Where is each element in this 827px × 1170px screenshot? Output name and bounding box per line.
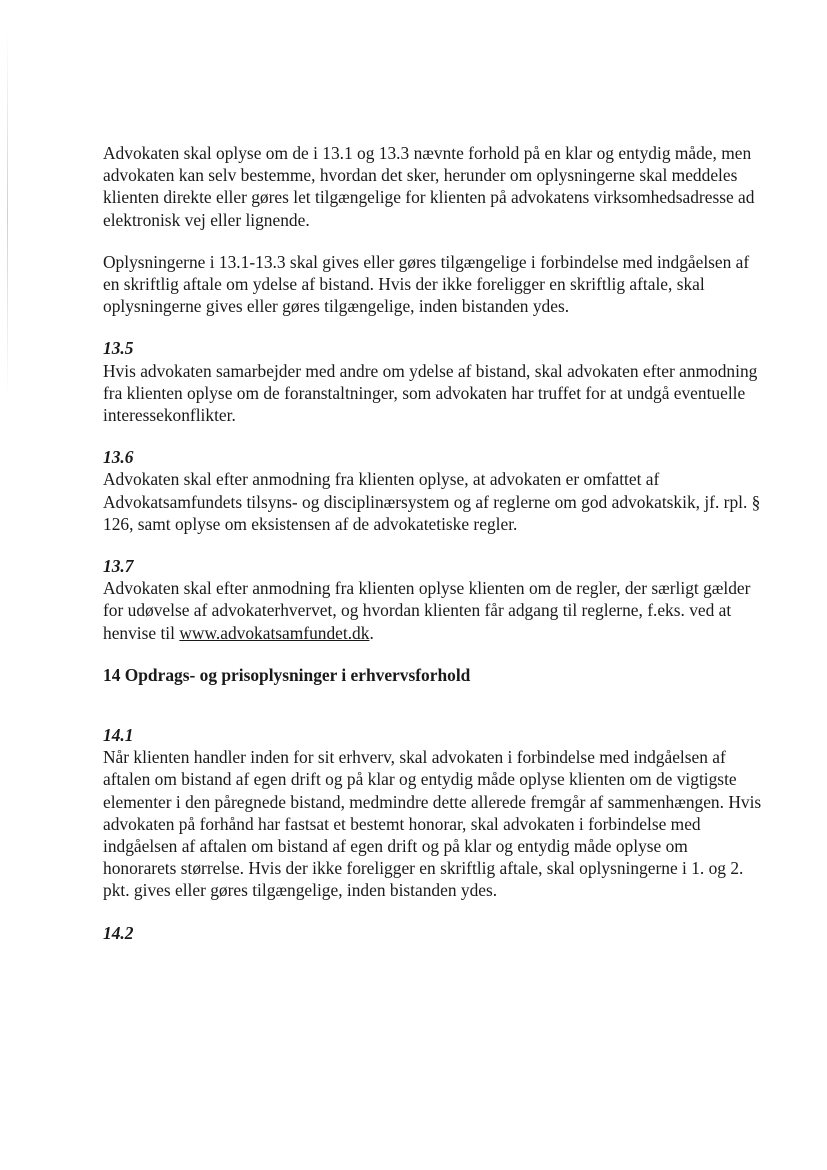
advokatsamfundet-link[interactable]: www.advokatsamfundet.dk	[179, 622, 370, 643]
intro-paragraph-2: Oplysningerne i 13.1-13.3 skal gives eller gøres tilgængelige i forbindelse med indgåelsen af en skriftlig aftale om ydelse af bistand. Hvis der ikke foreligger en skriftlig aftale, skal oplysningerne gives eller gøres tilgængelige, inden bistanden ydes.	[103, 251, 750, 317]
section-number: 14.2	[103, 922, 134, 943]
section-text-end: .	[369, 622, 374, 643]
section-13-6	[103, 446, 763, 535]
section-text: Hvis advokaten samarbejder med andre om ydelse af bistand, skal advokaten efter anmodning fra klienten oplyse om de foranstaltninger, som advokaten har truffet for at undgå eventuelle interessekonflikter.	[103, 360, 758, 426]
section-number: 13.5	[103, 338, 134, 359]
intro-paragraph-1: Advokaten skal oplyse om de i 13.1 og 13.3 nævnte forhold på en klar og entydig måde, men advokaten kan selv bestemme, hvordan det sker, herunder om oplysningerne skal meddeles klienten direkte eller gøres let tilgængelige for klienten på advokatens virksomhedsadresse ad elektronisk vej eller lignende.	[103, 143, 755, 230]
section-text: Advokaten skal efter anmodning fra klienten oplyse, at advokaten er omfattet af Advokatsamfundets tilsyns- og disciplinærsystem og af reglerne om god advokatskik, jf. rpl. § 126, samt oplyse om eksistensen af de advokatetiske regler.	[103, 469, 761, 534]
heading-section-14: 14 Opdrags- og prisoplysninger i erhvervsforhold	[103, 664, 471, 685]
document-page	[103, 142, 763, 964]
section-text: Når klienten handler inden for sit erhverv, skal advokaten i forbindelse med indgåelsen af aftalen om bistand af egen drift og på klar og entydig måde oplyse klienten om de vigtigste elementer i den påregnede bistand, medmindre dette allerede fremgår af sammenhængen. Hvis advokaten på forhånd har fastsat et bestemt honorar, skal advokaten i forbindelse med indgåelsen af aftalen om bistand af egen drift og på klar og entydig måde oplyse om honorarets størrelse. Hvis der ikke foreligger en skriftlig aftale, skal oplysningerne i 1. og 2. pkt. gives eller gøres tilgængelige, inden bistanden ydes.	[103, 747, 762, 901]
section-number: 13.6	[103, 447, 134, 468]
section-14-1	[103, 724, 763, 902]
section-14-2	[103, 922, 763, 944]
section-text-body: Advokaten skal efter anmodning fra klienten oplyse klienten om de regler, der særligt gælder for udøvelse af advokaterhvervet, og hvordan klienten får adgang til reglerne, f.eks. ved at henvise til	[103, 578, 751, 643]
section-text	[103, 577, 763, 644]
scan-edge-mark	[7, 30, 8, 400]
section-13-7	[103, 555, 763, 644]
section-number: 14.1	[103, 725, 134, 746]
section-number: 13.7	[103, 556, 134, 577]
section-13-5	[103, 337, 763, 426]
